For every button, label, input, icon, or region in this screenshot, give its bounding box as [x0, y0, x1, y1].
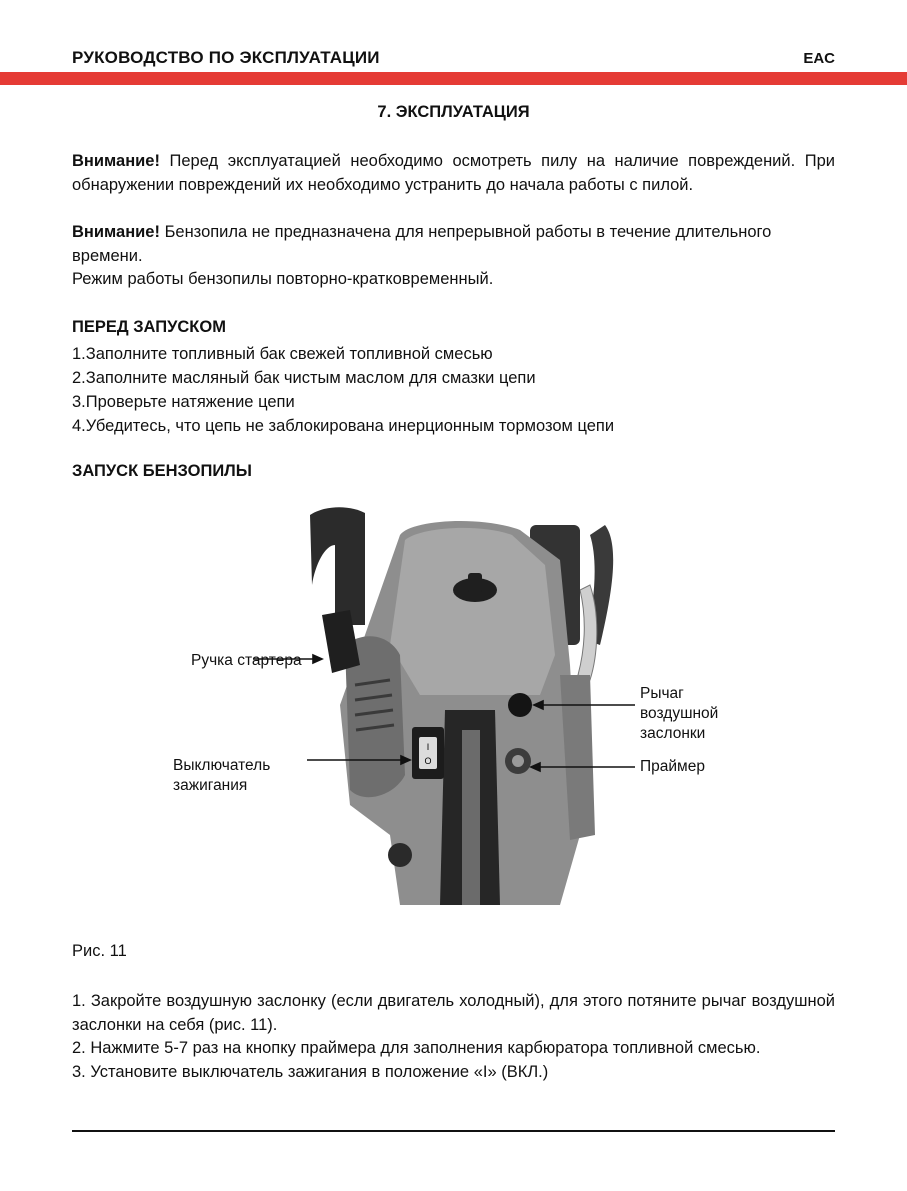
header-accent-bar — [0, 72, 907, 85]
warning-text: Перед эксплуатацией необходимо осмотреть пилу на наличие повреждений. При обнаружении повреждений их необходимо устранить до начала работы с пилой. — [72, 152, 835, 194]
figure-caption: Рис. 11 — [72, 942, 127, 960]
list-item: 3.Проверьте натяжение цепи — [72, 393, 295, 411]
warning-paragraph-2 — [72, 221, 835, 268]
list-item: 2.Заполните масляный бак чистым маслом для смазки цепи — [72, 369, 536, 387]
section-title: 7. ЭКСПЛУАТАЦИЯ — [377, 103, 530, 121]
start-heading: ЗАПУСК БЕНЗОПИЛЫ — [72, 462, 252, 480]
list-item: 3. Установите выключатель зажигания в положение «I» (ВКЛ.) — [72, 1062, 549, 1081]
list-item: 2. Нажмите 5-7 раз на кнопку праймера для заполнения карбюратора топливной смесью. — [72, 1039, 761, 1057]
before-start-list — [72, 342, 835, 438]
ignition-switch-label: Выключатель зажигания — [173, 757, 271, 794]
warning-text: Бензопила не предназначена для непрерывной работы в течение длительного времени. — [72, 223, 772, 265]
switch-off-mark: O — [424, 756, 432, 766]
warning-paragraph-1 — [72, 150, 835, 197]
list-item: 1. Закройте воздушную заслонку (если двигатель холодный), для этого потяните рычаг воздушной заслонки на себя (рис. 11). — [72, 992, 835, 1034]
list-item: 4.Убедитесь, что цепь не заблокирована инерционным тормозом цепи — [72, 417, 615, 435]
start-steps-list — [72, 990, 835, 1084]
page-header-title: РУКОВОДСТВО ПО ЭКСПЛУАТАЦИИ — [72, 48, 380, 67]
starter-handle-label: Ручка стартера — [191, 652, 302, 669]
footer-divider — [72, 1130, 835, 1132]
chainsaw-figure — [150, 505, 770, 910]
before-start-heading: ПЕРЕД ЗАПУСКОМ — [72, 318, 226, 336]
switch-on-mark: I — [426, 742, 430, 752]
choke-lever-label: Рычаг воздушной заслонки — [640, 685, 719, 742]
mode-text: Режим работы бензопилы повторно-кратковременный. — [72, 270, 494, 288]
warning-label: Внимание! — [72, 223, 160, 241]
primer-label: Праймер — [640, 758, 705, 775]
list-item: 1.Заполните топливный бак свежей топливной смесью — [72, 345, 493, 363]
warning-label: Внимание! — [72, 152, 160, 170]
eac-mark: EAC — [803, 50, 835, 67]
